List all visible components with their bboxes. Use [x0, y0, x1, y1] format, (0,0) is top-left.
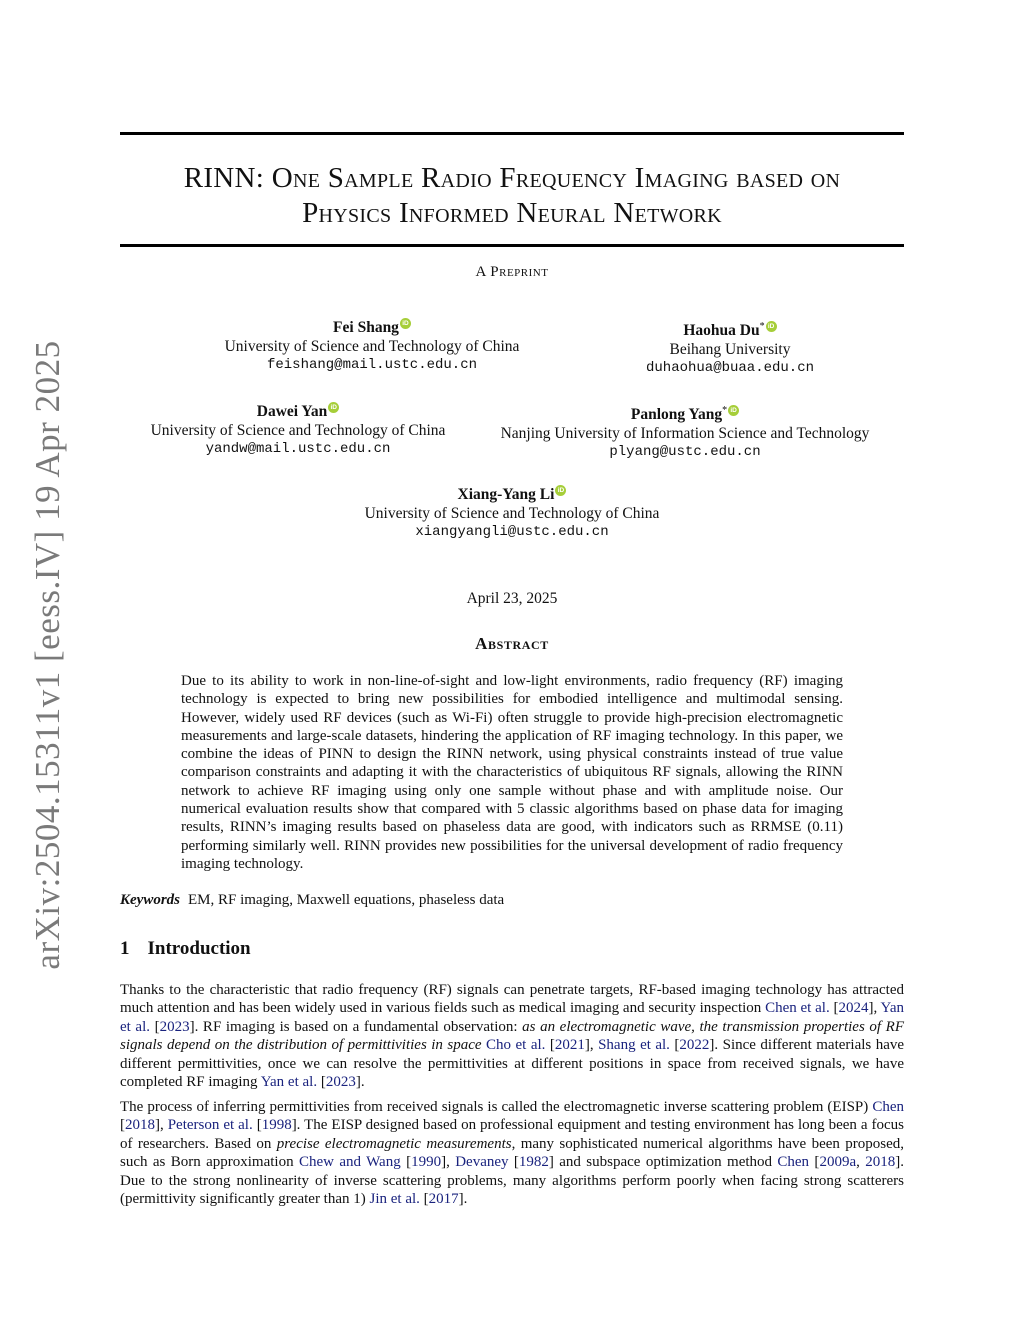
title-bottom-rule	[120, 244, 904, 247]
author-email[interactable]: plyang@ustc.edu.cn	[609, 444, 761, 460]
title-segment: One Sample Radio Frequency Imaging based on	[271, 162, 841, 194]
paragraph-text: [	[252, 1117, 262, 1134]
section-title: Introduction	[147, 938, 251, 959]
paragraph-text: [	[809, 1154, 820, 1171]
author-email[interactable]: duhaohua@buaa.edu.cn	[645, 360, 815, 376]
citation-link[interactable]: 2009a	[819, 1154, 857, 1171]
preprint-label: A Preprint	[475, 264, 549, 280]
author-name: Panlong Yang	[630, 406, 723, 423]
paragraph-text: Thanks to the characteristic that radio frequency (RF) signals can penetrate targets, RF-based imaging technology has attracted much attention and has been widely used in various fields such as medical imaging and security inspection	[120, 982, 904, 1017]
author-affiliation: Nanjing University of Information Science and Technology	[500, 424, 870, 442]
orcid-icon[interactable]: iD	[555, 485, 566, 496]
citation-link[interactable]: 1998	[261, 1117, 292, 1134]
paragraph-text: The process of inferring permittivities from received signals is called the electromagnetic inverse scattering problem (EISP)	[120, 1099, 873, 1115]
author-affiliation: Beihang University	[669, 340, 791, 358]
publication-date: April 23, 2025	[466, 590, 558, 607]
citation-link[interactable]: 1990	[411, 1154, 442, 1171]
title-top-rule	[120, 132, 904, 135]
author-affiliation: University of Science and Technology of China	[224, 337, 520, 355]
paragraph-text: ],	[155, 1117, 168, 1134]
paragraph-text: ]. The EISP designed based on professional equipment and testing environment has long been a focus of researchers. Based on	[120, 1117, 904, 1152]
citation-link[interactable]: 2022	[679, 1037, 710, 1054]
citation-link[interactable]: Chen	[872, 1099, 904, 1115]
author-name: Xiang-Yang Li	[457, 486, 555, 503]
citation-link[interactable]: Jin et al.	[369, 1191, 420, 1208]
author-name: Dawei Yan	[256, 403, 328, 420]
citation-link[interactable]: 2023	[325, 1074, 356, 1091]
citation-link[interactable]: 2024	[838, 1000, 869, 1017]
orcid-icon[interactable]: iD	[328, 402, 339, 413]
author-block	[470, 402, 900, 462]
citation-link[interactable]: Chen et al.	[765, 1000, 830, 1017]
paragraph-text: [	[317, 1074, 326, 1091]
section-number: 1	[120, 938, 130, 959]
paragraph-text: ]. Since different materials have different permittivities, once we can resolve the permittivities at different positions in space from received signals, we have completed RF imaging	[120, 1037, 905, 1091]
citation-link[interactable]: Chen	[777, 1154, 810, 1171]
citation-link[interactable]: Yan et al.	[120, 1000, 904, 1035]
author-name: Fei Shang	[333, 319, 399, 336]
emphasis-text: as an electromagnetic wave, the transmission properties of RF signals depend on the distribution of permittivities in space	[120, 1018, 904, 1054]
paragraph-text: [	[419, 1191, 429, 1208]
citation-link[interactable]: 2018	[125, 1117, 155, 1134]
title-segment: Physics Informed Neural Network	[302, 197, 722, 229]
section-heading	[120, 938, 251, 960]
citation-link[interactable]: Devaney	[455, 1154, 509, 1171]
keywords-text: EM, RF imaging, Maxwell equations, phaseless data	[188, 892, 505, 908]
author-name: Haohua Du	[683, 322, 760, 339]
keywords-label: Keywords	[120, 892, 180, 908]
citation-link[interactable]: Peterson et al.	[167, 1117, 253, 1134]
paragraph-text: [	[545, 1037, 555, 1054]
citation-link[interactable]: Shang et al.	[598, 1037, 670, 1054]
citation-link[interactable]: Chew and Wang	[298, 1154, 401, 1171]
author-block	[108, 402, 488, 459]
body-paragraph	[120, 981, 904, 1091]
citation-link[interactable]: 2021	[554, 1037, 585, 1054]
author-affiliation: University of Science and Technology of China	[364, 504, 660, 522]
orcid-icon[interactable]: iD	[728, 405, 739, 416]
citation-link[interactable]: Cho et al.	[486, 1037, 546, 1054]
paragraph-text: [	[150, 1018, 160, 1035]
citation-link[interactable]: Yan et al.	[260, 1074, 318, 1091]
author-email[interactable]: feishang@mail.ustc.edu.cn	[266, 357, 478, 373]
paragraph-text: ],	[584, 1037, 599, 1054]
abstract-heading: Abstract	[475, 634, 549, 653]
author-block	[182, 318, 562, 375]
paragraph-text: [	[120, 1117, 125, 1134]
paragraph-text: ],	[868, 1000, 881, 1017]
author-block	[540, 318, 920, 378]
author-block	[312, 485, 712, 542]
paragraph-text: ,	[856, 1154, 866, 1171]
paragraph-text: ] and subspace optimization method	[548, 1154, 778, 1171]
paragraph-text: ].	[458, 1191, 468, 1208]
title-line-2	[120, 196, 904, 231]
citation-link[interactable]: 2018	[865, 1154, 896, 1171]
author-email[interactable]: yandw@mail.ustc.edu.cn	[205, 441, 391, 457]
body-paragraph	[120, 1098, 904, 1208]
citation-link[interactable]: 2023	[159, 1018, 190, 1035]
paragraph-text: ]. RF imaging is based on a fundamental observation:	[189, 1018, 523, 1035]
arxiv-stamp: arXiv:2504.15311v1 [eess.IV] 19 Apr 2025	[28, 340, 67, 970]
paragraph-text: [	[829, 1000, 839, 1017]
keywords-line	[120, 892, 504, 909]
paragraph-text: [	[400, 1154, 412, 1171]
orcid-icon[interactable]: iD	[400, 318, 411, 329]
citation-link[interactable]: 2017	[428, 1191, 459, 1208]
corresponding-mark: *	[759, 321, 765, 332]
title-segment: RINN:	[183, 162, 272, 194]
paragraph-text: ]. Due to the strong nonlinearity of inverse scattering problems, many algorithms perform poorly when facing strong scatterers (permittivity significantly greater than 1)	[120, 1154, 904, 1208]
paragraph-text: ].	[355, 1074, 365, 1091]
paragraph-text: , many sophisticated numerical algorithms have been proposed, such as Born approximation	[120, 1135, 904, 1171]
paragraph-text: [	[669, 1037, 680, 1054]
orcid-icon[interactable]: iD	[766, 321, 777, 332]
author-affiliation: University of Science and Technology of China	[150, 421, 446, 439]
emphasis-text: precise electromagnetic measurements	[276, 1135, 512, 1152]
citation-link[interactable]: 1982	[518, 1154, 549, 1171]
abstract-body: Due to its ability to work in non-line-of-sight and low-light environments, radio frequency (RF) imaging technology is expected to bring new possibilities for embodied intelligence and multimodal sensing. However, widely used RF devices (such as Wi-Fi) often struggle to provide high-precision electromagnetic measurements and large-scale datasets, hindering the application of RF imaging technology. In this paper, we combine the ideas of PINN to design the RINN network, using physical constraints instead of true value comparison constraints and adapting it with the characteristics of ubiquitous RF signals, allowing the RINN network to achieve RF imaging using only one sample without phase and with amplitude noise. Our numerical evaluation results show that compared with 5 classic algorithms based on phase data for imaging results, RINN’s imaging results based on phaseless data are good, with indicators such as RRMSE (0.11) performing similarly well. RINN provides new possibilities for the universal development of radio frequency imaging technology.	[181, 673, 843, 872]
corresponding-mark: *	[722, 405, 728, 416]
paper-title	[120, 161, 904, 231]
paragraph-text: [	[508, 1154, 519, 1171]
title-line-1	[120, 161, 904, 196]
paragraph-text: ],	[441, 1154, 456, 1171]
author-email[interactable]: xiangyangli@ustc.edu.cn	[415, 524, 609, 540]
